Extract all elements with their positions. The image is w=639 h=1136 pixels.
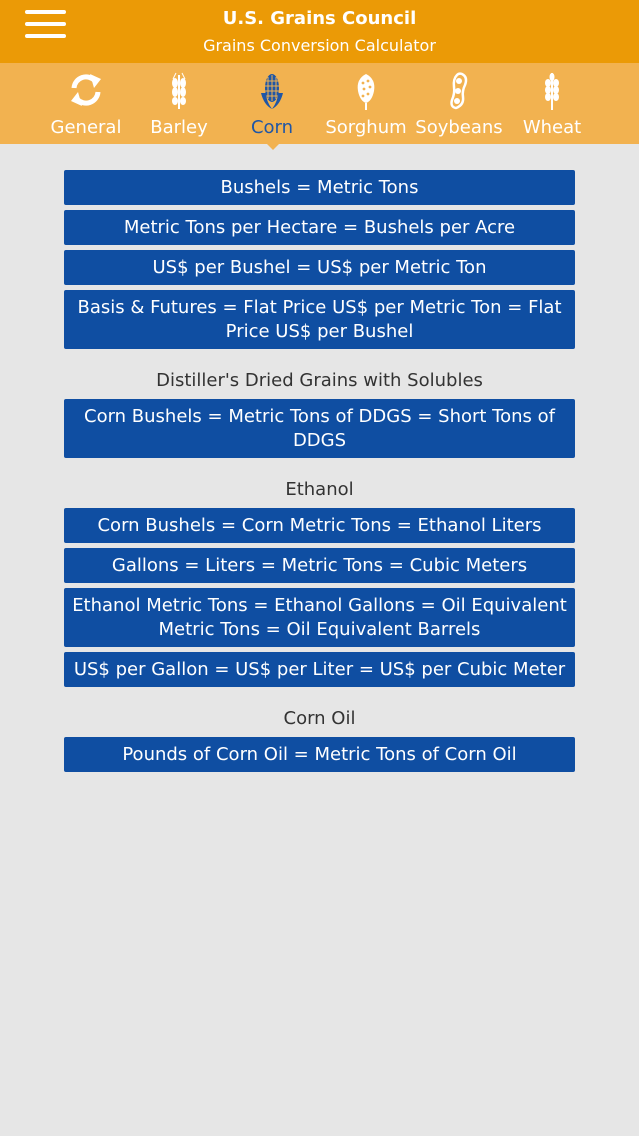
app-header	[0, 0, 639, 63]
corn-oil-conversion-button[interactable]: Pounds of Corn Oil = Metric Tons of Corn Oil	[64, 737, 575, 772]
corn-icon	[226, 71, 318, 109]
active-tab-indicator	[266, 143, 280, 150]
oil-equivalent-button[interactable]: Ethanol Metric Tons = Ethanol Gallons = Oil Equivalent Metric Tons = Oil Equivalent Barrels	[64, 588, 575, 647]
corn-oil-section-title: Corn Oil	[283, 708, 356, 729]
tab-wheat[interactable]	[506, 63, 598, 144]
tab-general[interactable]	[40, 63, 132, 144]
tab-soybeans[interactable]	[413, 63, 505, 144]
wheat-icon	[506, 71, 598, 109]
soybean-icon	[413, 71, 505, 109]
ddgs-section-title: Distiller's Dried Grains with Solubles	[156, 370, 483, 391]
app-title: U.S. Grains Council	[222, 8, 417, 29]
tab-label-wheat: Wheat	[522, 117, 582, 138]
ddgs-conversion-button[interactable]: Corn Bushels = Metric Tons of DDGS = Short Tons of DDGS	[64, 399, 575, 458]
basis-futures-button[interactable]: Basis & Futures = Flat Price US$ per Metric Ton = Flat Price US$ per Bushel	[64, 290, 575, 349]
tab-barley[interactable]	[133, 63, 225, 144]
barley-icon	[133, 71, 225, 109]
ethanol-section-title: Ethanol	[285, 479, 354, 500]
tab-label-sorghum: Sorghum	[325, 117, 407, 138]
tab-sorghum[interactable]	[320, 63, 412, 144]
app-subtitle: Grains Conversion Calculator	[203, 36, 436, 55]
tab-label-general: General	[50, 117, 122, 138]
bushels-metric-tons-button[interactable]: Bushels = Metric Tons	[64, 170, 575, 205]
gallons-liters-button[interactable]: Gallons = Liters = Metric Tons = Cubic Meters	[64, 548, 575, 583]
tab-label-barley: Barley	[150, 117, 208, 138]
ethanol-liters-button[interactable]: Corn Bushels = Corn Metric Tons = Ethanol Liters	[64, 508, 575, 543]
tons-per-hectare-button[interactable]: Metric Tons per Hectare = Bushels per Acre	[64, 210, 575, 245]
grain-tab-bar	[0, 63, 639, 144]
tab-label-corn: Corn	[250, 117, 294, 138]
price-per-gallon-button[interactable]: US$ per Gallon = US$ per Liter = US$ per Cubic Meter	[64, 652, 575, 687]
tab-label-soybeans: Soybeans	[415, 117, 503, 138]
refresh-icon	[40, 71, 132, 109]
sorghum-icon	[320, 71, 412, 109]
price-per-bushel-button[interactable]: US$ per Bushel = US$ per Metric Ton	[64, 250, 575, 285]
tab-corn[interactable]	[226, 63, 318, 144]
